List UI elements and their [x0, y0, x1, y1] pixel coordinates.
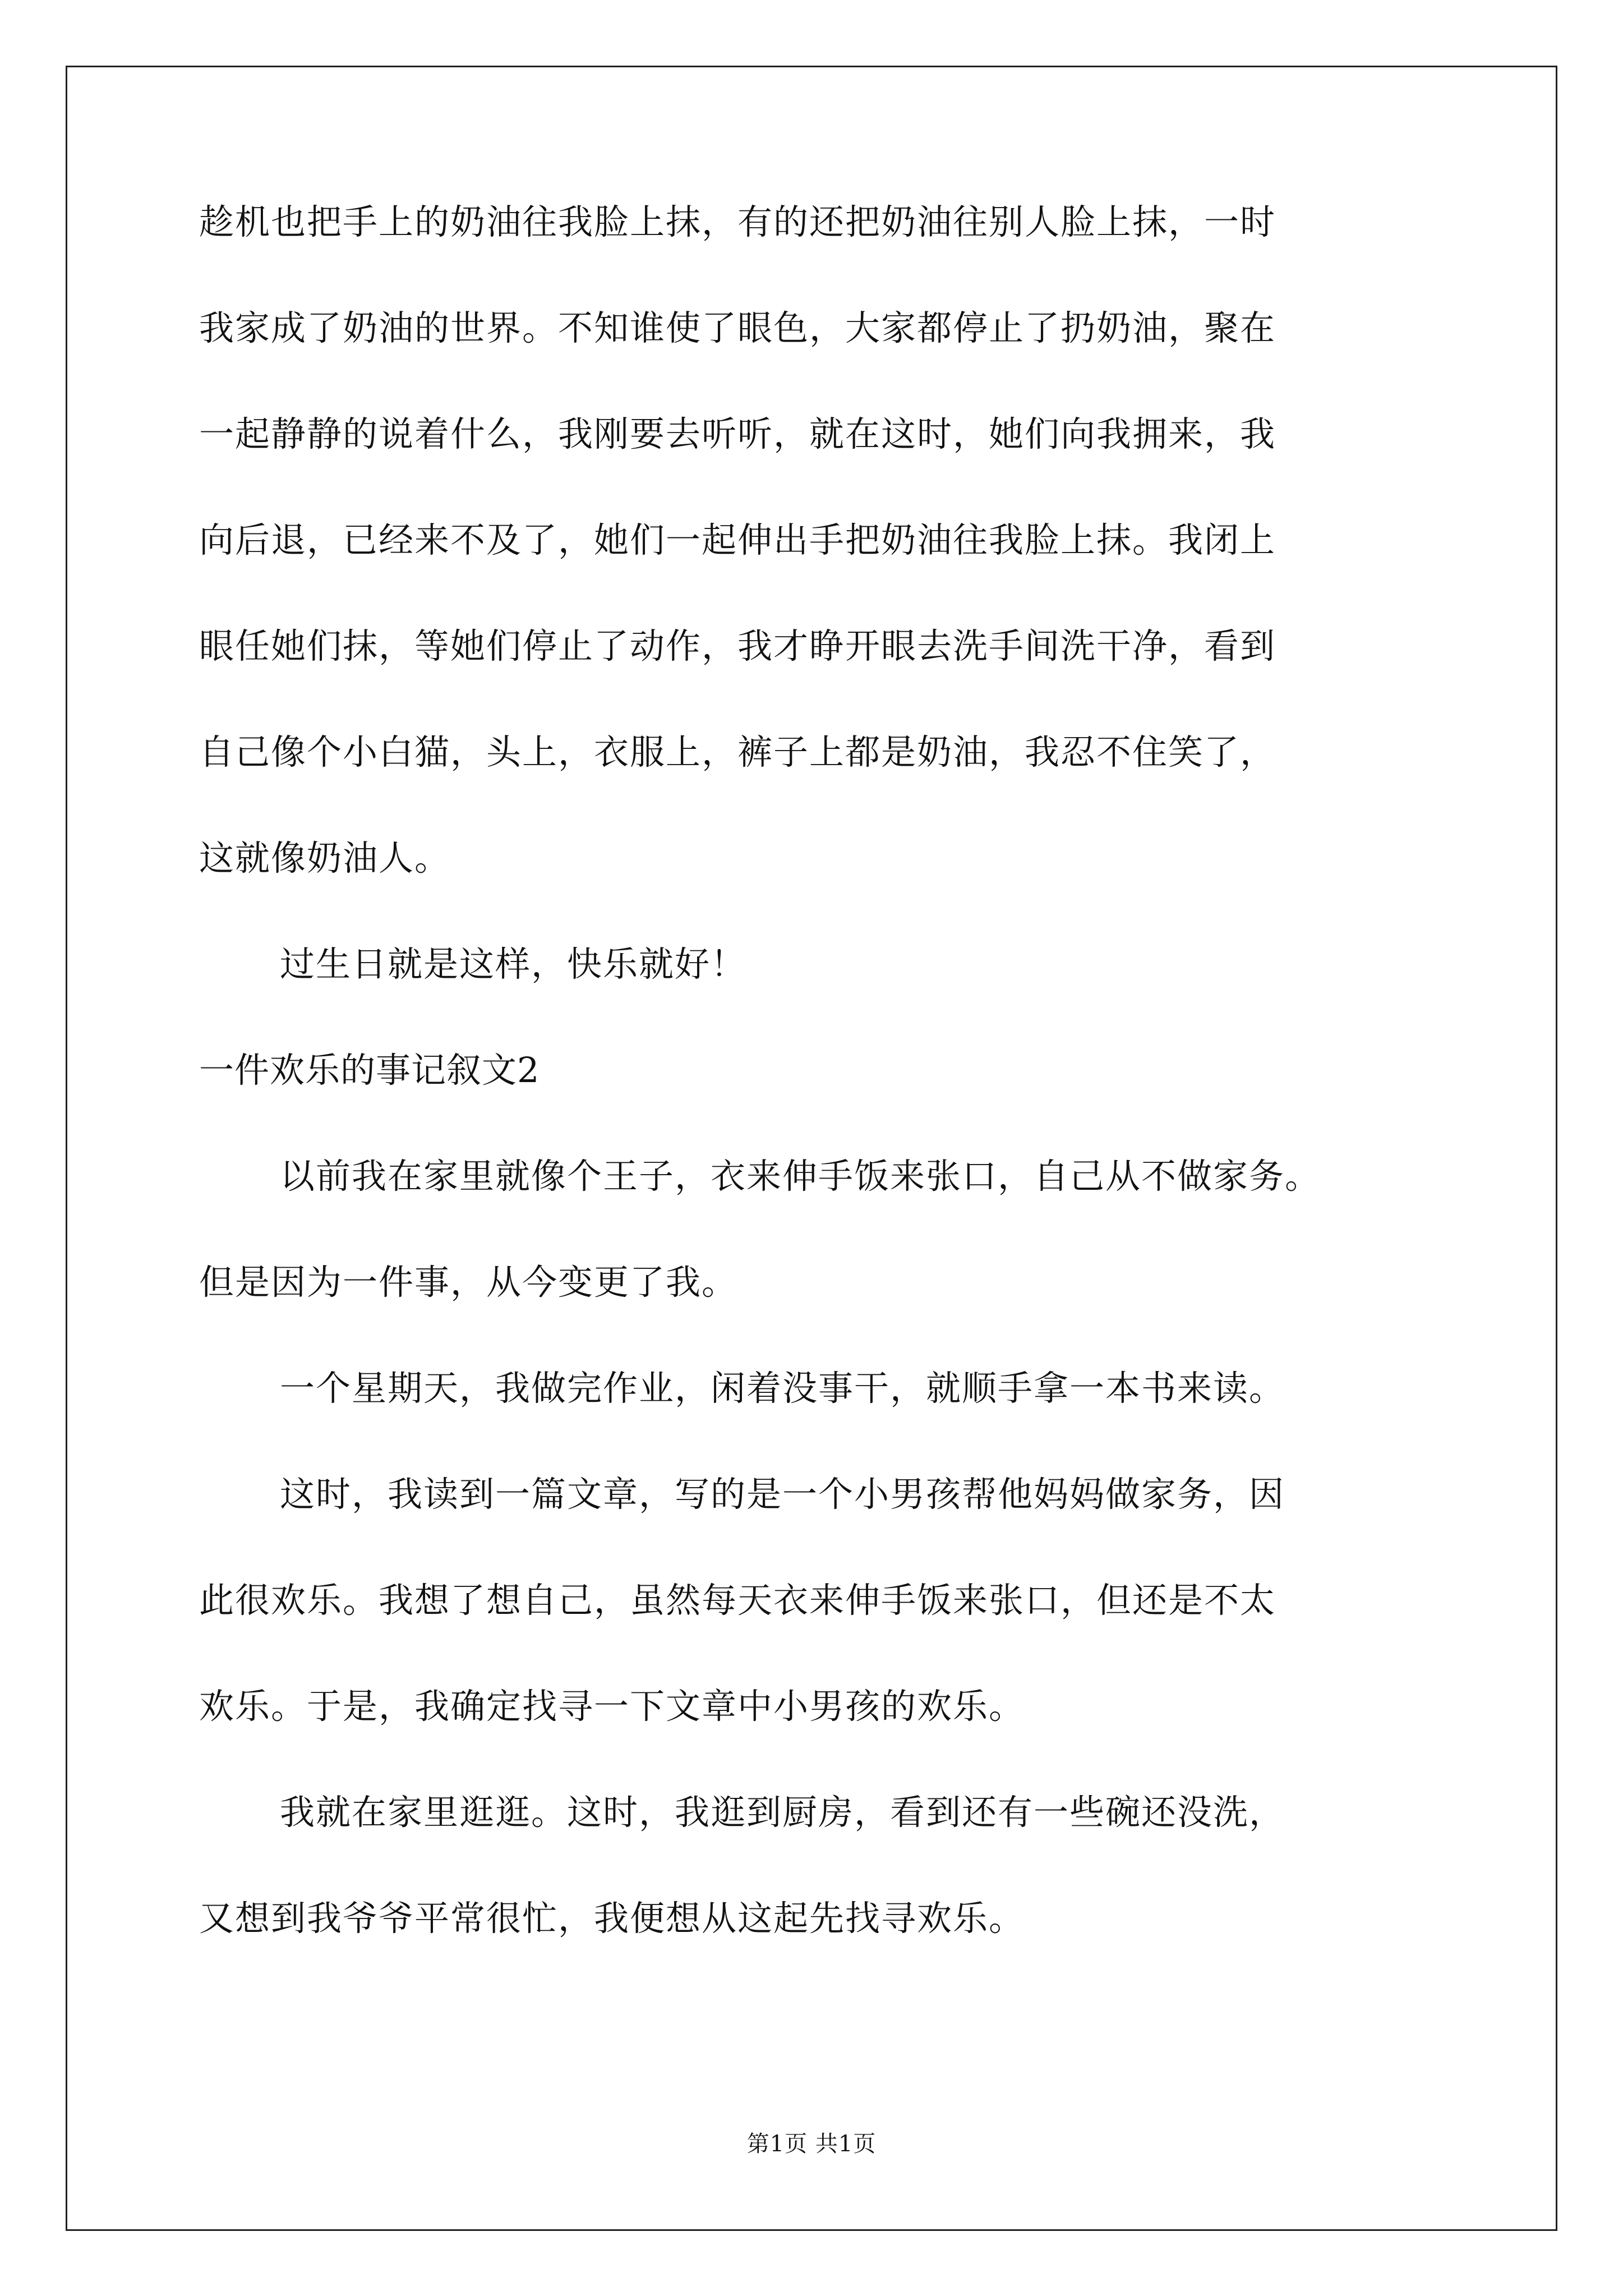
paragraph-line: 一个星期天，我做完作业，闲着没事干，就顺手拿一本书来读。	[280, 1368, 1285, 1409]
text-line: 我家成了奶油的世界。不知谁使了眼色，大家都停止了扔奶油，聚在	[199, 307, 1276, 348]
text-line: 又想到我爷爷平常很忙，我便想从这起先找寻欢乐。	[199, 1898, 1025, 1939]
paragraph-line: 过生日就是这样，快乐就好！	[280, 944, 747, 984]
paragraph-line: 这时，我读到一篇文章，写的是一个小男孩帮他妈妈做家务，因	[280, 1474, 1285, 1515]
document-body	[199, 202, 1483, 2004]
text-line: 此很欢乐。我想了想自己，虽然每天衣来伸手饭来张口，但还是不太	[199, 1580, 1276, 1621]
text-line: 欢乐。于是，我确定找寻一下文章中小男孩的欢乐。	[199, 1686, 1025, 1727]
text-line: 一起静静的说着什么，我刚要去听听，就在这时，她们向我拥来，我	[199, 413, 1276, 454]
text-line: 向后退，已经来不及了，她们一起伸出手把奶油往我脸上抹。我闭上	[199, 519, 1276, 560]
text-line: 这就像奶油人。	[199, 838, 451, 878]
paragraph-line: 以前我在家里就像个王子，衣来伸手饭来张口，自己从不做家务。	[280, 1156, 1321, 1197]
text-line: 但是因为一件事，从今变更了我。	[199, 1262, 738, 1303]
text-line: 自己像个小白猫，头上，衣服上，裤子上都是奶油，我忍不住笑了，	[199, 731, 1276, 772]
text-line: 眼任她们抹，等她们停止了动作，我才睁开眼去洗手间洗干净，看到	[199, 625, 1276, 666]
section-title: 一件欢乐的事记叙文2	[199, 1050, 540, 1091]
paragraph-line: 我就在家里逛逛。这时，我逛到厨房，看到还有一些碗还没洗，	[280, 1792, 1285, 1833]
text-line: 趁机也把手上的奶油往我脸上抹，有的还把奶油往别人脸上抹，一时	[199, 201, 1276, 242]
page-number: 第1页 共1页	[746, 2131, 877, 2157]
